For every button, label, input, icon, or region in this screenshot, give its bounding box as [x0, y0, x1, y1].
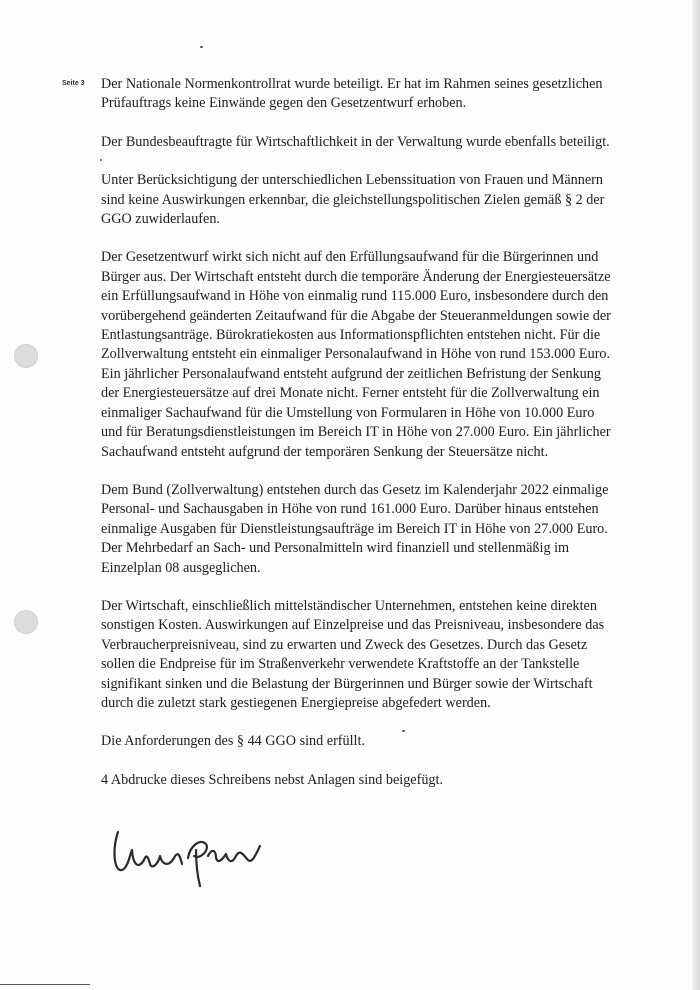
punch-hole-bottom	[14, 610, 38, 634]
paragraph-sonstige-kosten: Der Wirtschaft, einschließlich mittelständischer Unternehmen, entstehen keine direkten sonstigen Kosten. Auswirkungen auf Einzelpreise und das Preisniveau, insbesondere das Verbraucherpreisniveau, sind zu erwarten und Zweck des Gesetzes. Durch das Gesetz sollen die Endpreise für im Straßenverkehr verwendete Kraftstoffe an der Tankstelle signifikant sinken und die Belastung der Bürgerinnen und Bürger sowie der Wirtschaft durch die zuletzt stark gestiegenen Energiepreise abgefedert werden.	[101, 597, 605, 711]
handwritten-signature	[108, 820, 268, 890]
paragraph-ggo-anforderungen: Die Anforderungen des § 44 GGO sind erfüllt.	[101, 733, 365, 750]
paragraph-haushaltsausgaben: Dem Bund (Zollverwaltung) entstehen durch das Gesetz im Kalenderjahr 2022 einmalige Personal- und Sachausgaben in Höhe von rund 161.000 Euro. Darüber hinaus entstehen einmalige Ausgaben für Dienstleistungsaufträge im Bereich IT in Höhe von 27.000 Euro. Der Mehrbedarf an Sach- und Personalmitteln wird finanziell und stellenmäßig im Einzelplan 08 ausgeglichen.	[101, 481, 609, 576]
page-edge-shadow	[692, 0, 700, 990]
paragraph-gleichstellung: Unter Berücksichtigung der unterschiedlichen Lebenssituation von Frauen und Männern sind keine Auswirkungen erkennbar, die gleichstellungspolitischen Zielen gemäß § 2 der GGO zuwiderlaufen.	[101, 172, 605, 228]
paragraph-erfuellungsaufwand: Der Gesetzentwurf wirkt sich nicht auf den Erfüllungsaufwand für die Bürgerinnen und Bürger aus. Der Wirtschaft entsteht durch die temporäre Änderung der Energiesteuersätze ein Erfüllungsaufwand in Höhe von einmalig rund 115.000 Euro, insbesondere durch den vorübergehend geänderten Zeitaufwand für die Abgabe der Steueranmeldungen sowie der Entlastungsanträge. Bürokratiekosten aus Informationspflichten entstehen nicht. Für die Zollverwaltung entsteht ein einmaliger Personalaufwand in Höhe von rund 153.000 Euro. Ein jährlicher Personalaufwand entsteht aufgrund der zeitlichen Befristung der Senkung der Energiesteuersätze auf drei Monate nicht. Ferner entsteht für die Zollverwaltung ein einmaliger Sachaufwand für die Umstellung von Formularen in Höhe von 10.000 Euro und für Beratungsdienstleistungen im Bereich IT in Höhe von 27.000 Euro. Ein jährlicher Sachaufwand entsteht aufgrund der temporären Senkung der Steuersätze nicht.	[101, 249, 611, 460]
footer-rule	[0, 984, 90, 985]
page-number-label: Seite 3	[62, 80, 85, 87]
punch-hole-top	[14, 344, 38, 368]
paragraph-abdrucke: 4 Abdrucke dieses Schreibens nebst Anlagen sind beigefügt.	[101, 771, 444, 788]
letter-body	[101, 75, 611, 809]
paragraph-bundesbeauftragter: Der Bundesbeauftragte für Wirtschaftlichkeit in der Verwaltung wurde ebenfalls beteiligt.	[101, 133, 610, 150]
scan-speck	[200, 46, 203, 48]
paragraph-normenkontrollrat: Der Nationale Normenkontrollrat wurde beteiligt. Er hat im Rahmen seines gesetzlichen Prüfauftrags keine Einwände gegen den Gesetzentwurf erhoben.	[101, 76, 603, 112]
